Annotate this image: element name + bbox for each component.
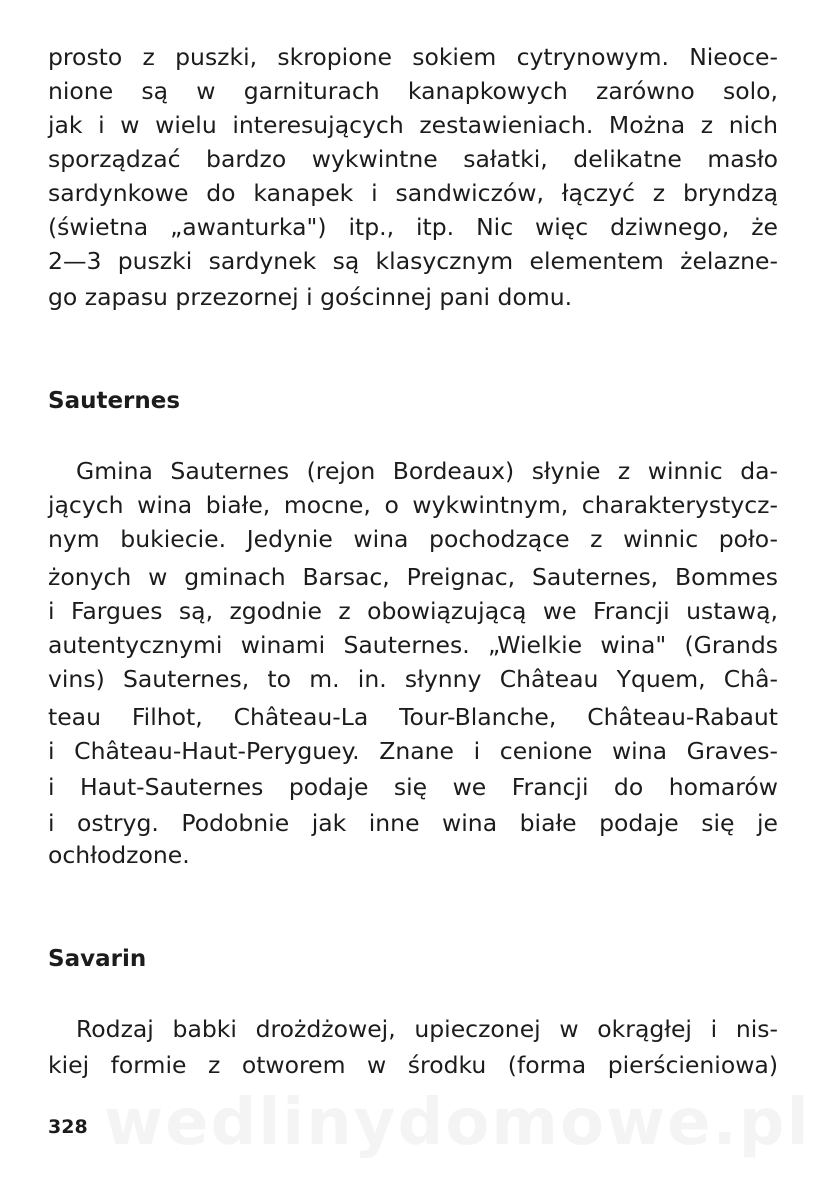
- watermark: [104, 1086, 811, 1160]
- text-line: 2—3 puszki sardynek są klasycznym elementem żelazne-: [48, 247, 778, 275]
- text-line: i Château-Haut-Peryguey. Znane i cenione wina Graves-: [48, 737, 778, 765]
- text-line: i Haut-Sauternes podaje się we Francji do homarów: [48, 773, 778, 801]
- text-line: Gmina Sauternes (rejon Bordeaux) słynie z winnic da-: [76, 457, 778, 485]
- section-heading-sauternes: Sauternes: [48, 388, 181, 414]
- text-line: (świetna „awanturka") itp., itp. Nic więc dziwnego, że: [48, 213, 778, 241]
- text-line: nione są w garniturach kanapkowych zarówno solo,: [48, 77, 778, 105]
- text-line: Rodzaj babki drożdżowej, upieczonej w okrągłej i nis-: [76, 1015, 778, 1043]
- text-line: prosto z puszki, skropione sokiem cytrynowym. Nieoce-: [48, 43, 778, 71]
- text-line: ochłodzone.: [48, 841, 190, 869]
- text-line: jących wina białe, mocne, o wykwintnym, charakterystycz-: [48, 491, 778, 519]
- text-line: sardynkowe do kanapek i sandwiczów, łączyć z bryndzą: [48, 179, 778, 207]
- text-line: żonych w gminach Barsac, Preignac, Sauternes, Bommes: [48, 563, 778, 591]
- text-line: go zapasu przezornej i gościnnej pani domu.: [48, 283, 573, 311]
- text-line: vins) Sauternes, to m. in. słynny Château Yquem, Châ-: [48, 665, 778, 693]
- text-line: teau Filhot, Château-La Tour-Blanche, Château-Rabaut: [48, 703, 778, 731]
- text-line: sporządzać bardzo wykwintne sałatki, delikatne masło: [48, 145, 778, 173]
- text-line: i ostryg. Podobnie jak inne wina białe podaje się je: [48, 809, 778, 837]
- text-line: kiej formie z otworem w środku (forma pierścieniowa): [48, 1051, 778, 1079]
- text-line: jak i w wielu interesujących zestawieniach. Można z nich: [48, 111, 778, 139]
- section-heading-savarin: Savarin: [48, 946, 147, 972]
- page-number: 328: [48, 1116, 88, 1138]
- text-line: autentycznymi winami Sauternes. „Wielkie wina" (Grands: [48, 631, 778, 659]
- text-line: nym bukiecie. Jedynie wina pochodzące z winnic poło-: [48, 525, 778, 553]
- text-line: i Fargues są, zgodnie z obowiązującą we Francji ustawą,: [48, 597, 778, 625]
